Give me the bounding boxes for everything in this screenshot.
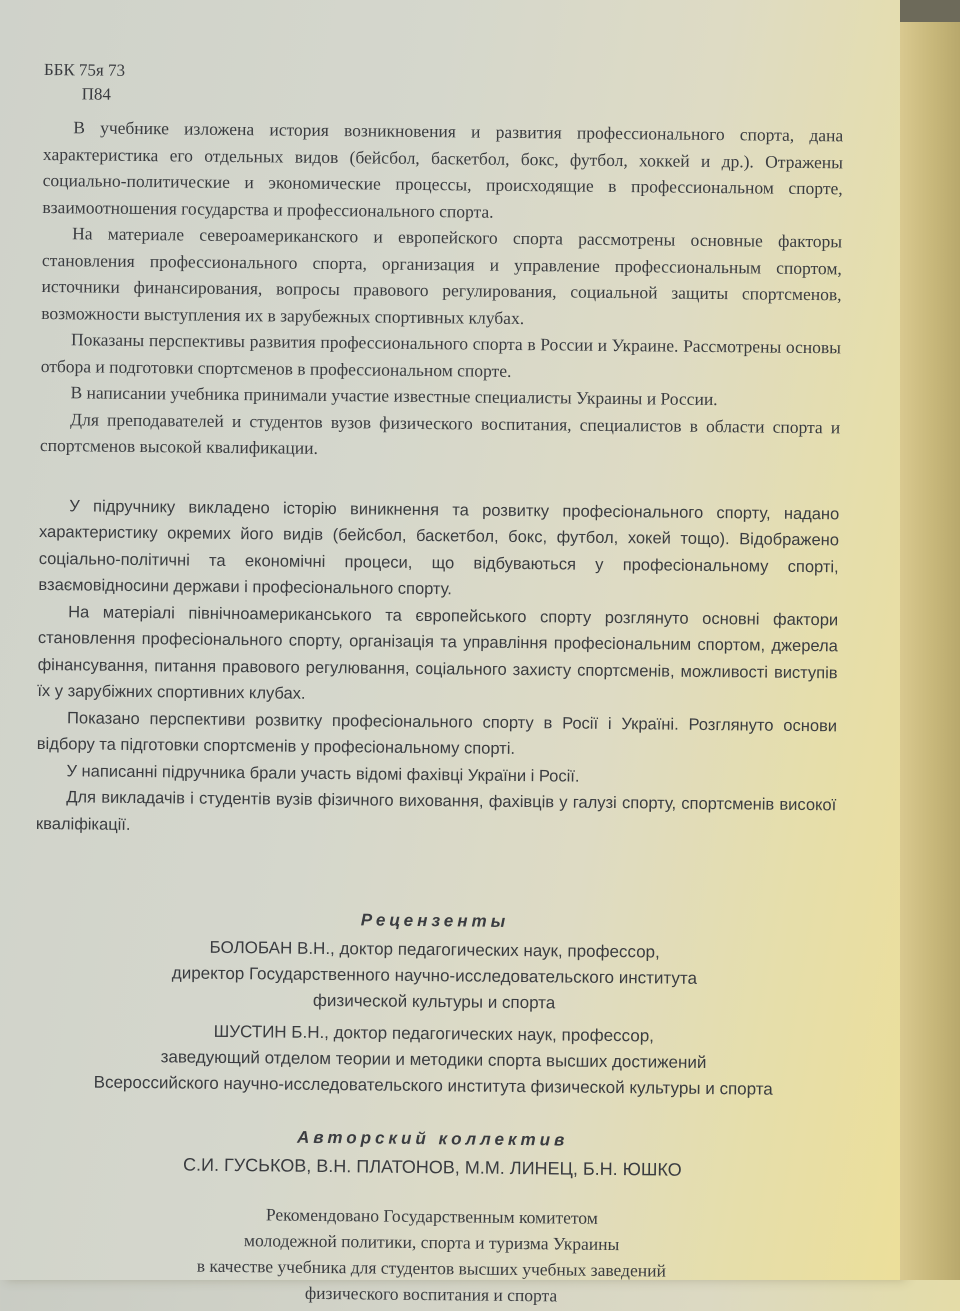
annotation-uk-paragraph: Для викладачів і студентів вузів фізичного виховання, фахівців у галузі спорту, спортсменів високої кваліфікації. bbox=[35, 788, 837, 834]
bbk-code: ББК 75я 73 bbox=[43, 59, 126, 80]
reviewer-line: заведующий отделом теории и методики спорта высших достижений bbox=[160, 1047, 707, 1072]
annotation-uk-paragraph: На матеріалі північноамериканського та європейського спорту розглянуто основні фактори становлення професіонального спорту, організація та управління професіональним спортом, джерела фінансування, питання правового регулювання, соціального захисту спортсменів, можливості виступів їх у зарубіжних спортивних клубах. bbox=[37, 602, 839, 703]
annotation-ru-paragraph: В написании учебника принимали участие известные специалисты Украины и России. bbox=[70, 382, 718, 410]
annotation-uk-paragraph: У підручнику викладено історію виникнення та розвитку професіонального спорту, надано характеристику окремих його видів (бейсбол, баскетбол, бокс, футбол, хокей тощо). Відображено соціально-політичні та економічні процеси, що відбуваються у професіональному спорті, взаємовідносини держави і професіонального спорту. bbox=[38, 496, 840, 599]
recommendation-section bbox=[31, 1199, 832, 1311]
authors-heading: Авторский коллектив bbox=[296, 1127, 569, 1150]
reviewers-section bbox=[33, 907, 835, 1103]
book-edge bbox=[900, 0, 960, 1280]
reviewer-entry bbox=[34, 933, 835, 1019]
annotation-uk-paragraph: Показано перспективи розвитку професіонального спорту в Росії і Україні. Розглянуто основи відбору та підготовки спортсменів у професіональному спорті. bbox=[36, 708, 838, 758]
recommendation-line: молодежной политики, спорта и туризма Украины bbox=[243, 1230, 620, 1255]
authors-names: С.И. ГУСЬКОВ, В.Н. ПЛАТОНОВ, М.М. ЛИНЕЦ, Б.Н. ЮШКО bbox=[183, 1154, 682, 1180]
recommendation-line: в качестве учебника для студентов высших учебных заведений bbox=[196, 1255, 666, 1281]
annotation-russian bbox=[40, 114, 844, 467]
reviewer-line: директор Государственного научно-исследовательского института bbox=[171, 963, 698, 988]
background-corner bbox=[900, 0, 960, 22]
author-mark: П84 bbox=[81, 84, 112, 104]
reviewer-line: БОЛОБАН В.Н., доктор педагогических наук, профессор, bbox=[209, 937, 660, 962]
annotation-ru-paragraph: На материале североамериканского и европейского спорта рассмотрены основные факторы становления профессионального спорта, организация и управление профессиональным спортом, источники финансирования, вопросы правового регулирования, социальной защиты спортсменов, возможности выступления их в зарубежных спортивных клубах. bbox=[41, 223, 843, 328]
annotation-uk-paragraph: У написанні підручника брали участь відомі фахівці України і Росії. bbox=[66, 761, 580, 786]
authors-section bbox=[32, 1125, 833, 1185]
reviewer-line: ШУСТИН Б.Н., доктор педагогических наук, профессор, bbox=[213, 1021, 655, 1046]
reviewer-line: физической культуры и спорта bbox=[312, 990, 556, 1013]
reviewer-line: Всероссийского научно-исследовательского института физической культуры и спорта bbox=[93, 1072, 773, 1099]
annotation-ru-paragraph: Показаны перспективы развития профессионального спорта в России и Украине. Рассмотрены основы отбора и подготовки спортсменов в профессиональном спорте. bbox=[40, 329, 842, 381]
annotation-ru-paragraph: В учебнике изложена история возникновения и развития профессионального спорта, дана характеристика его отдельных видов (бейсбол, баскетбол, бокс, футбол, хоккей и др.). Отражены социально-политические и экономические процессы, происходящие в профессиональном спорте, взаимоотношения государства и профессионального спорта. bbox=[42, 117, 844, 222]
recommendation-line: Рекомендовано Государственным комитетом bbox=[265, 1204, 598, 1228]
annotation-ukrainian bbox=[36, 492, 840, 845]
annotation-ru-paragraph: Для преподавателей и студентов вузов физического воспитания, специалистов в области спорта и спортсменов высокой квалификации. bbox=[39, 408, 841, 458]
reviewers-heading: Рецензенты bbox=[360, 910, 510, 931]
reviewer-entry bbox=[33, 1017, 834, 1103]
page-content bbox=[31, 58, 844, 1311]
recommendation-line: физического воспитания и спорта bbox=[304, 1282, 558, 1306]
